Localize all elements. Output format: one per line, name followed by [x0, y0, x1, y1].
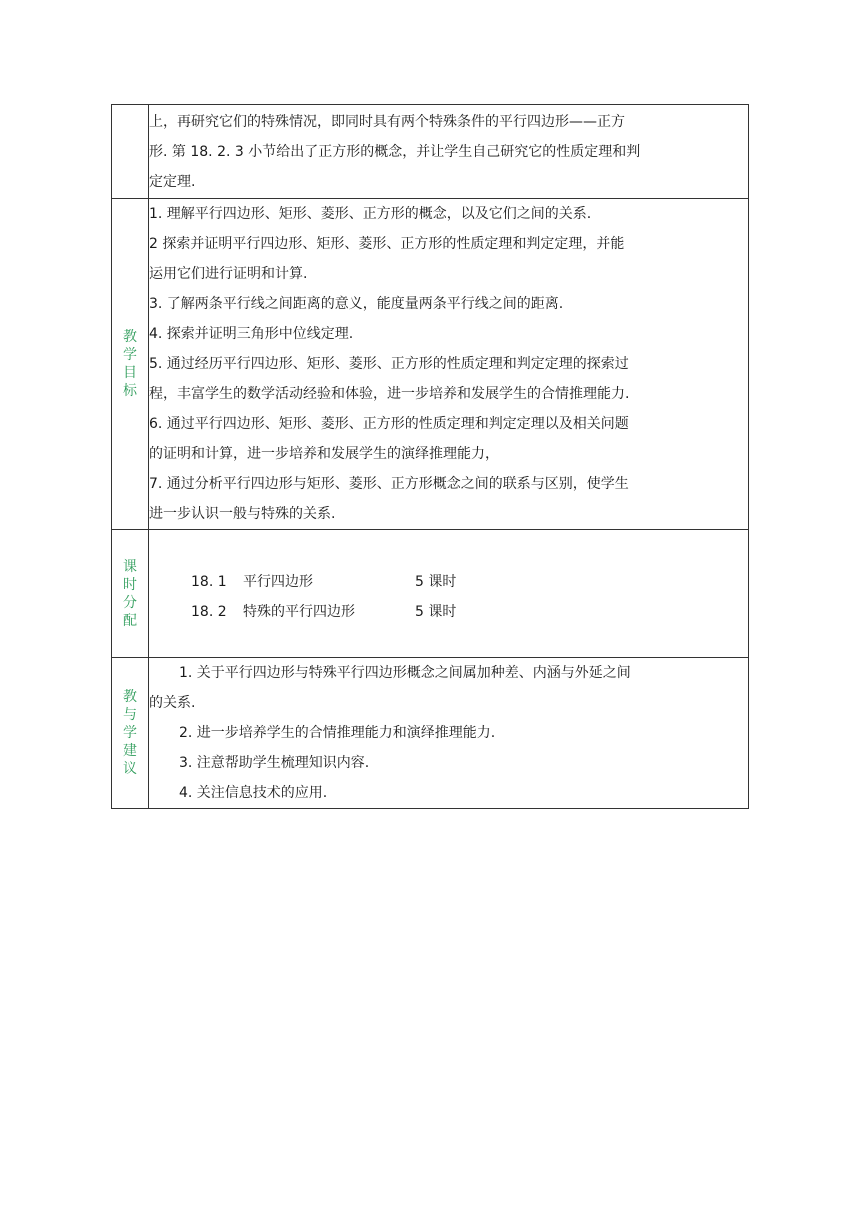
advice-line: 的关系.: [149, 695, 196, 711]
intro-line: 上，再研究它们的特殊情况，即同时具有两个特殊条件的平行四边形——正方: [149, 113, 625, 130]
schedule-label: 课时分配: [123, 558, 137, 629]
objective-line: 运用它们进行证明和计算.: [149, 266, 308, 282]
schedule-section-title: 特殊的平行四边形: [243, 603, 355, 620]
advice-line: 4. 关注信息技术的应用.: [179, 785, 328, 801]
schedule-section-number: 18. 2: [191, 603, 227, 620]
intro-label-cell: [112, 105, 149, 199]
objective-line: 3. 了解两条平行线之间距离的意义，能度量两条平行线之间的距离.: [149, 296, 564, 312]
schedule-section-title: 平行四边形: [243, 573, 313, 590]
schedule-label-cell: [112, 530, 149, 658]
advice-line: 3. 注意帮助学生梳理知识内容.: [179, 755, 370, 771]
advice-line: 1. 关于平行四边形与特殊平行四边形概念之间属加种差、内涵与外延之间: [179, 665, 631, 681]
objective-line: 进一步认识一般与特殊的关系.: [149, 506, 336, 522]
objectives-content: [149, 199, 749, 530]
schedule-item: [191, 597, 748, 627]
objectives-label-cell: [112, 199, 149, 530]
objective-line: 1. 理解平行四边形、矩形、菱形、正方形的概念，以及它们之间的关系.: [149, 206, 592, 222]
intro-line: 形. 第 18. 2. 3 小节给出了正方形的概念，并让学生自己研究它的性质定理和判: [149, 143, 641, 160]
lesson-plan-table: [111, 104, 749, 809]
objective-line: 4. 探索并证明三角形中位线定理.: [149, 326, 354, 342]
objective-line: 程，丰富学生的数学活动经验和体验，进一步培养和发展学生的合情推理能力.: [149, 386, 630, 402]
advice-content: [149, 658, 749, 809]
objective-line: 6. 通过平行四边形、矩形、菱形、正方形的性质定理和判定定理以及相关问题: [149, 416, 629, 432]
schedule-hours: 5 课时: [415, 603, 457, 620]
objective-line: 7. 通过分析平行四边形与矩形、菱形、正方形概念之间的联系与区别，使学生: [149, 476, 629, 492]
objective-line: 5. 通过经历平行四边形、矩形、菱形、正方形的性质定理和判定定理的探索过: [149, 356, 629, 372]
schedule-hours: 5 课时: [415, 573, 457, 590]
schedule-section-number: 18. 1: [191, 573, 227, 590]
intro-content: [149, 105, 749, 199]
intro-line: 定定理.: [149, 173, 196, 190]
advice-row: [112, 658, 749, 809]
schedule-list: [149, 561, 748, 627]
schedule-row: [112, 530, 749, 658]
objective-line: 的证明和计算，进一步培养和发展学生的演绎推理能力，: [149, 446, 499, 462]
advice-label: 教与学建议: [123, 689, 137, 777]
intro-row: [112, 105, 749, 199]
schedule-content: [149, 530, 749, 658]
objective-line: 2 探索并证明平行四边形、矩形、菱形、正方形的性质定理和判定定理，并能: [149, 236, 625, 252]
objectives-label: 教学目标: [123, 329, 137, 399]
schedule-item: [191, 567, 748, 597]
advice-label-cell: [112, 658, 149, 809]
advice-line: 2. 进一步培养学生的合情推理能力和演绎推理能力.: [179, 725, 496, 741]
objectives-row: [112, 199, 749, 530]
